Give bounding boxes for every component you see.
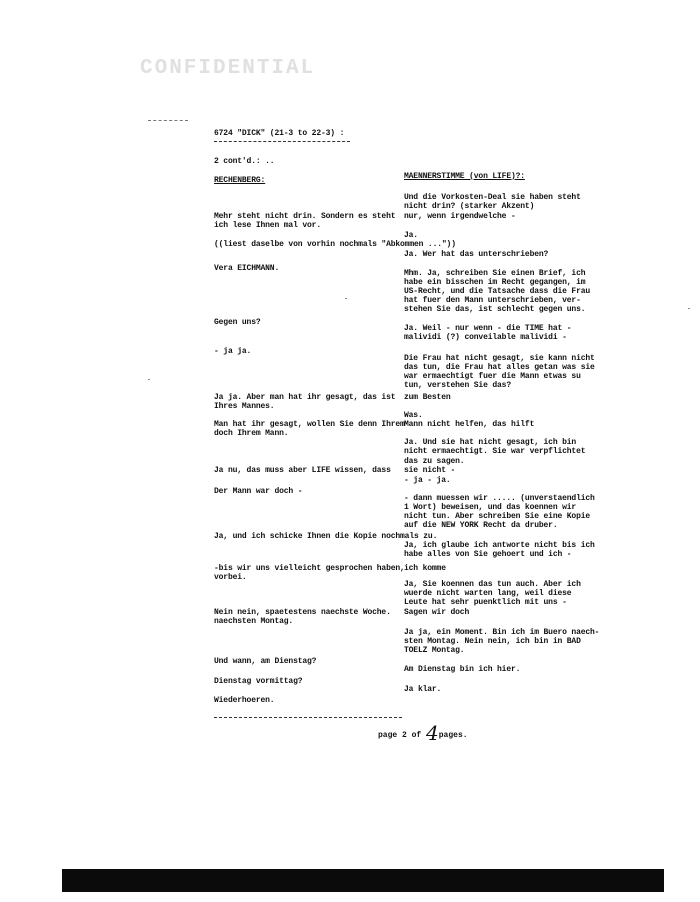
left-line: Der Mann war doch -	[214, 487, 303, 496]
left-line: Wiederhoeren.	[214, 696, 275, 705]
right-line: Mann nicht helfen, das hilft	[404, 420, 535, 429]
right-line: Ja, ich glaube ich antworte nicht bis ich	[404, 541, 595, 550]
right-line: US-Recht, und die Tatsache dass die Frau	[404, 287, 591, 296]
right-line: Und die Vorkosten-Deal sie haben steht	[404, 193, 581, 202]
stamp-text: CONFIDENTIAL	[140, 57, 316, 80]
scan-speck	[345, 298, 347, 299]
left-line: Und wann, am Dienstag?	[214, 657, 317, 666]
right-line: Ja. Weil - nur wenn - die TIME hat -	[404, 324, 572, 333]
left-line: Gegen uns?	[214, 318, 261, 327]
right-line: habe alles von Sie gehoert und ich -	[404, 550, 572, 559]
left-line: Man hat ihr gesagt, wollen Sie denn Ihrem	[214, 420, 405, 429]
right-line: - ja - ja.	[404, 476, 451, 485]
right-line: tun, verstehen Sie das?	[404, 381, 511, 390]
stamp-dash	[148, 120, 188, 121]
left-line: - ja ja.	[214, 347, 252, 356]
right-line: war ermaechtigt fuer die Mann etwas su	[404, 372, 581, 381]
right-line: Ja. Wer hat das unterschrieben?	[404, 250, 549, 259]
document-id: 6724 "DICK" (21-3 to 22-3) :	[214, 129, 345, 138]
speaker-right-heading: MAENNERSTIMME (von LIFE)?:	[404, 172, 525, 181]
right-line: das zu sagen.	[404, 457, 465, 466]
right-line: Ja. Und sie hat nicht gesagt, ich bin	[404, 438, 577, 447]
right-line: Ja.	[404, 231, 418, 240]
right-line: sie nicht -	[404, 466, 456, 475]
left-line: doch Ihrem Mann.	[214, 429, 289, 438]
handwritten-page-count: 4	[426, 721, 439, 745]
right-line: nicht drin? (starker Akzent)	[404, 202, 535, 211]
left-line: Ja nu, das muss aber LIFE wissen, dass	[214, 466, 391, 475]
right-line: 1 Wort) beweisen, und das koennen wir	[404, 503, 577, 512]
right-line: Am Dienstag bin ich hier.	[404, 665, 521, 674]
right-line: Was.	[404, 411, 423, 420]
left-line: vorbei.	[214, 573, 247, 582]
right-line: habe ein bisschen im Recht gegangen, im	[404, 278, 586, 287]
left-line: Ja ja. Aber man hat ihr gesagt, das ist	[214, 393, 396, 402]
right-line: nur, wenn irgendwelche -	[404, 212, 516, 221]
right-line: wuerde nicht warten lang, weil diese	[404, 589, 572, 598]
closing-rule	[214, 717, 402, 718]
right-line: Ja ja, ein Moment. Bin ich im Buero naech-	[404, 628, 600, 637]
right-line: ich komme	[404, 564, 446, 573]
right-line: hat fuer den Mann unterschrieben, ver-	[404, 296, 581, 305]
confidential-stamp	[140, 58, 610, 118]
continued-label: 2 cont'd.: ..	[214, 157, 275, 166]
speaker-left-heading: RECHENBERG:	[214, 176, 266, 185]
right-line: Die Frau hat nicht gesagt, sie kann nicht	[404, 354, 595, 363]
left-line: Ja, und ich schicke Ihnen die Kopie nochmals zu.	[214, 532, 438, 541]
right-line: nicht tun. Aber schreiben Sie eine Kopie	[404, 512, 591, 521]
left-line: -bis wir uns vielleicht gesprochen haben,	[214, 564, 405, 573]
left-line: Dienstag vormittag?	[214, 677, 303, 686]
right-line: - dann muessen wir ..... (unverstaendlich	[404, 494, 595, 503]
scan-speck	[688, 308, 690, 309]
right-line: Leute hat sehr puenktlich mit uns -	[404, 598, 567, 607]
left-line: Vera EICHMANN.	[214, 264, 280, 273]
right-line: malividi (?) conveilable malividi -	[404, 333, 567, 342]
footer-suffix: pages.	[438, 731, 468, 740]
right-line: das tun, die Frau hat alles getan was sie	[404, 363, 595, 372]
right-line: Sagen wir doch	[404, 608, 470, 617]
page-footer	[378, 721, 468, 745]
right-line: Ja, Sie koennen das tun auch. Aber ich	[404, 580, 581, 589]
scan-edge-bar	[62, 869, 664, 892]
left-line: ((liest daselbe von vorhin nochmals "Abkommen ..."))	[214, 240, 456, 249]
left-line: ich lese Ihnen mal vor.	[214, 221, 321, 230]
scan-speck	[148, 379, 150, 380]
right-line: Ja klar.	[404, 685, 442, 694]
right-line: Mhm. Ja, schreiben Sie einen Brief, ich	[404, 269, 586, 278]
right-line: zum Besten	[404, 393, 451, 402]
right-line: nicht ermaechtigt. Sie war verpflichtet	[404, 447, 586, 456]
right-line: sten Montag. Nein nein, ich bin in BAD	[404, 637, 581, 646]
right-line: TOELZ Montag.	[404, 646, 465, 655]
left-line: naechsten Montag.	[214, 617, 294, 626]
left-line: Ihres Mannes.	[214, 402, 275, 411]
right-line: auf die NEW YORK Recht da druber.	[404, 521, 558, 530]
right-line: stehen Sie das, ist schlecht gegen uns.	[404, 305, 586, 314]
left-line: Nein nein, spaetestens naechste Woche.	[214, 608, 391, 617]
left-line: Mehr steht nicht drin. Sondern es steht	[214, 212, 396, 221]
header-underline	[214, 141, 350, 142]
footer-prefix: page 2 of	[378, 731, 427, 740]
